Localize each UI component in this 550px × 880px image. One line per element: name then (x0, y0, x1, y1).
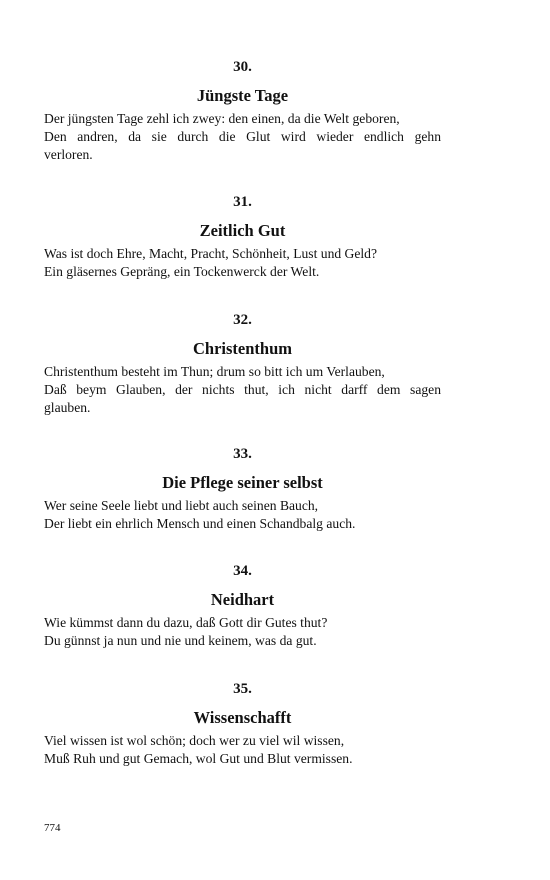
poem-31 (44, 193, 441, 281)
poem-number: 34. (233, 563, 252, 579)
poem-body (44, 614, 441, 650)
poem-34 (44, 562, 441, 650)
poem-line: Christenthum besteht im Thun; drum so bitt ich um Verlauben, (44, 364, 385, 379)
poem-line: Was ist doch Ehre, Macht, Pracht, Schönheit, Lust und Geld? (44, 246, 378, 261)
poem-33 (44, 445, 441, 533)
poem-body (44, 497, 441, 533)
poem-line: Du günnst ja nun und nie und keinem, was da gut. (44, 633, 317, 648)
poem-number: 30. (233, 59, 252, 75)
poem-line: Wer seine Seele liebt und liebt auch seinen Bauch, (44, 498, 319, 513)
page-number: 774 (44, 822, 61, 834)
poem-line: Wie kümmst dann du dazu, daß Gott dir Gutes thut? (44, 615, 328, 630)
poem-body (44, 363, 441, 417)
poem-body (44, 110, 441, 164)
poem-title: Neidhart (210, 590, 275, 609)
poem-body (44, 245, 441, 281)
poem-line: Den andren, da sie durch die Glut wird wieder endlich gehn (44, 129, 441, 144)
poem-title: Jüngste Tage (196, 86, 289, 105)
poem-line: Daß beym Glauben, der nichts thut, ich nicht darff dem sagen (44, 382, 441, 397)
poem-32 (44, 311, 441, 417)
poem-number: 35. (233, 681, 252, 697)
poem-number: 33. (233, 446, 252, 462)
poem-35 (44, 680, 441, 768)
poem-line: Der liebt ein ehrlich Mensch und einen Schandbalg auch. (44, 516, 356, 531)
poem-line: glauben. (44, 400, 91, 415)
poem-line: Muß Ruh und gut Gemach, wol Gut und Blut vermissen. (44, 751, 353, 766)
poem-30 (44, 58, 441, 164)
poem-title: Wissenschafft (193, 708, 292, 727)
poem-title: Zeitlich Gut (199, 221, 286, 240)
poem-line: Ein gläsernes Gepräng, ein Tockenwerck der Welt. (44, 264, 320, 279)
poem-line: verloren. (44, 147, 93, 162)
poem-title: Christenthum (192, 339, 292, 358)
poem-line: Der jüngsten Tage zehl ich zwey: den einen, da die Welt geboren, (44, 111, 400, 126)
poem-number: 31. (233, 194, 252, 210)
poem-title: Die Pflege seiner selbst (162, 473, 323, 492)
poem-number: 32. (233, 312, 252, 328)
poem-line: Viel wissen ist wol schön; doch wer zu viel wil wissen, (44, 733, 345, 748)
poem-body (44, 732, 441, 768)
